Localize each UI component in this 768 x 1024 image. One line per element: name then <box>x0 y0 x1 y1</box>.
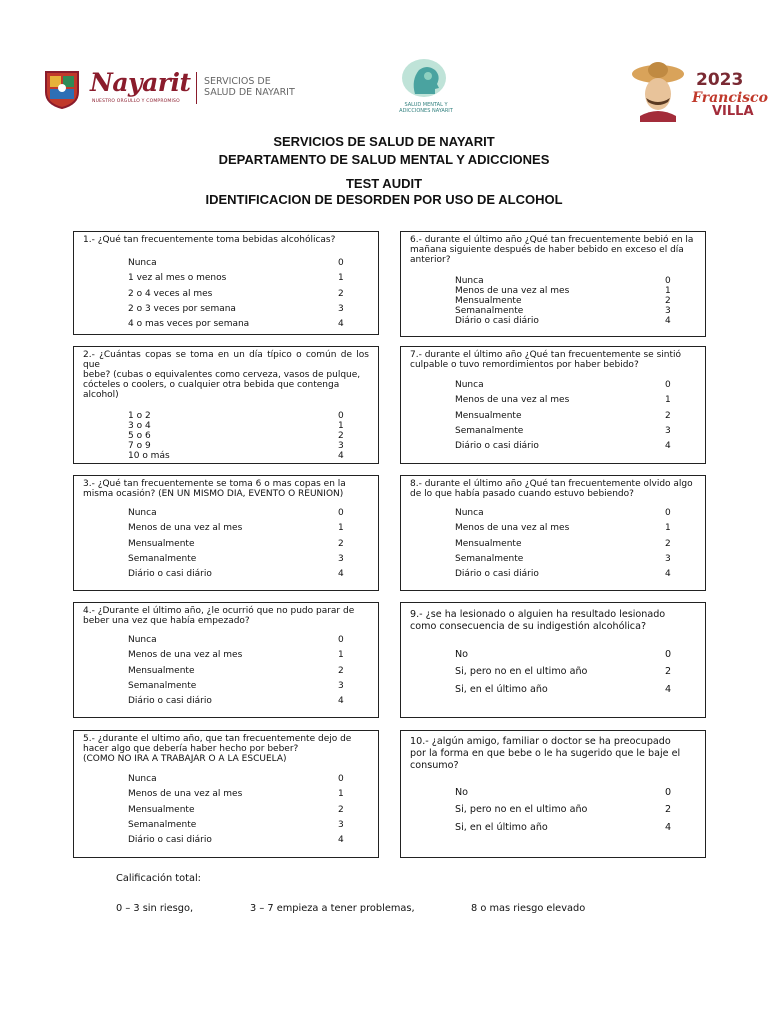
question-8-box <box>400 475 706 591</box>
francisco-villa-logo <box>630 60 768 122</box>
option-row: Nunca 0 <box>128 635 344 645</box>
option-row: Nunca 0 <box>128 508 344 518</box>
option-row: Diário o casi diário 4 <box>128 569 344 580</box>
caption-line2: ADICCIONES NAYARIT <box>399 108 453 114</box>
question-10-options <box>455 784 681 836</box>
option-row: 5 o 6 2 <box>128 431 344 441</box>
villa-last-name: VILLA <box>712 104 754 119</box>
head-profile-icon <box>397 58 451 102</box>
question-10-box <box>400 730 706 858</box>
score-range-mid: 3 – 7 empieza a tener problemas, <box>250 903 415 914</box>
nayarit-logo <box>36 64 316 112</box>
villa-first-name: Francisco <box>692 90 768 106</box>
option-row: Nunca 0 <box>455 380 671 390</box>
question-2-box <box>73 346 379 464</box>
option-row: Menos de una vez al mes 1 <box>455 523 671 534</box>
question-1-text: 1.- ¿Qué tan frecuentemente toma bebidas alcohólicas? <box>83 235 336 245</box>
option-row: Diário o casi diário 4 <box>128 696 344 707</box>
question-9-options <box>455 646 681 698</box>
option-row: 10 o más 4 <box>128 451 344 461</box>
question-3-text: 3.- ¿Qué tan frecuentemente se toma 6 o mas copas en la misma ocasión? (EN UN MISMO DIA, EVENTO O REUNION) <box>83 479 346 499</box>
question-7-options <box>455 378 681 454</box>
question-5-box <box>73 730 379 858</box>
brand-motto: NUESTRO ORGULLO Y COMPROMISO <box>92 99 180 104</box>
option-row: 2 o 3 veces por semana 3 <box>128 303 344 314</box>
state-shield-icon <box>40 66 84 110</box>
option-row: Semanalmente 3 <box>455 425 671 436</box>
org-name-line2: SALUD DE NAYARIT <box>204 87 295 98</box>
option-row: Menos de una vez al mes 1 <box>128 523 344 534</box>
option-row: Mensualmente 2 <box>455 410 671 421</box>
question-8-text: 8.- durante el último año ¿Qué tan frecuentemente olvido algo de lo que había pasado cuando estuvo bebiendo? <box>410 479 693 499</box>
villa-year: 2023 <box>696 70 744 90</box>
question-4-box <box>73 602 379 718</box>
option-row: No 0 <box>455 787 672 798</box>
salud-mental-caption <box>383 102 469 114</box>
score-range-high: 8 o mas riesgo elevado <box>471 903 586 914</box>
option-row: Mensualmente 2 <box>455 538 671 549</box>
heading-subtitle: IDENTIFICACION DE DESORDEN POR USO DE ALCOHOL <box>205 192 563 207</box>
heading-test: TEST AUDIT <box>345 176 423 191</box>
option-row: Diário o casi diário 4 <box>128 835 344 846</box>
option-row: Si, pero no en el ultimo año 2 <box>455 666 672 678</box>
option-row: Diário o casi diário 4 <box>455 316 671 326</box>
option-row: Menos de una vez al mes 1 <box>455 286 671 296</box>
option-row: 3 o 4 1 <box>128 421 344 431</box>
question-6-options <box>455 276 681 326</box>
option-row: 1 vez al mes o menos 1 <box>128 273 344 284</box>
question-5-options <box>128 772 354 848</box>
option-row: 1 o 2 0 <box>128 411 344 421</box>
question-1-options <box>128 256 354 332</box>
option-row: Mensualmente 2 <box>128 538 344 549</box>
option-row: Si, pero no en el ultimo año 2 <box>455 804 672 816</box>
question-1-box <box>73 231 379 335</box>
option-row: Mensualmente 2 <box>128 804 344 815</box>
question-4-options <box>128 633 354 709</box>
option-row: No 0 <box>455 649 672 660</box>
option-row: Semanalmente 3 <box>455 553 671 564</box>
option-row: Mensualmente 2 <box>455 296 671 306</box>
caption-line1: SALUD MENTAL Y <box>404 102 448 108</box>
villa-portrait-icon <box>630 60 686 122</box>
option-row: Menos de una vez al mes 1 <box>128 650 344 661</box>
option-row: Nunca 0 <box>128 774 344 784</box>
question-7-box <box>400 346 706 464</box>
question-7-text: 7.- durante el último año ¿Qué tan frecuentemente se sintió culpable o tuvo remordimientos por haber bebido? <box>410 350 682 370</box>
option-row: Semanalmente 3 <box>128 819 344 830</box>
salud-mental-logo <box>383 58 469 118</box>
question-6-box <box>400 231 706 337</box>
option-row: Si, en el último año 4 <box>455 683 672 695</box>
question-10-text: 10.- ¿algún amigo, familiar o doctor se ha preocupado por la forma en que bebe o le ha sugerido que le baje el consumo? <box>410 736 681 771</box>
option-row: Diário o casi diário 4 <box>455 569 671 580</box>
total-score-label: Calificación total: <box>116 873 201 884</box>
option-row: 7 o 9 3 <box>128 441 344 451</box>
org-name-line1: SERVICIOS DE <box>204 76 271 87</box>
question-6-text: 6.- durante el último año ¿Qué tan frecuentemente bebió en la mañana siguiente después de haber bebido en exceso el día anterior? <box>410 235 694 265</box>
option-row: Menos de una vez al mes 1 <box>128 789 344 800</box>
org-name <box>204 76 295 98</box>
question-2-options <box>128 411 354 461</box>
option-row: 4 o mas veces por semana 4 <box>128 319 344 330</box>
question-9-box <box>400 602 706 718</box>
question-2-text: 2.- ¿Cuántas copas se toma en un día típico o común de los que bebe? (cubas o equivalentes como cerveza, vasos de pulque, cócteles o coolers, o cualquier otra bebida que contenga alcohol) <box>83 350 369 400</box>
question-9-text: 9.- ¿se ha lesionado o alguien ha resultado lesionado como consecuencia de su indigestión alcohólica? <box>410 609 666 632</box>
option-row: 2 o 4 veces al mes 2 <box>128 288 344 299</box>
option-row: Menos de una vez al mes 1 <box>455 395 671 406</box>
option-row: Diário o casi diário 4 <box>455 441 671 452</box>
option-row: Semanalmente 3 <box>128 680 344 691</box>
option-row: Nunca 0 <box>455 276 671 286</box>
question-3-box <box>73 475 379 591</box>
heading-org: SERVICIOS DE SALUD DE NAYARIT <box>273 134 495 149</box>
brand-divider <box>196 72 197 104</box>
question-4-text: 4.- ¿Durante el último año, ¿le ocurrió que no pudo parar de beber una vez que había empezado? <box>83 606 355 626</box>
heading-department: DEPARTAMENTO DE SALUD MENTAL Y ADICCIONES <box>218 152 550 167</box>
option-row: Semanalmente 3 <box>128 553 344 564</box>
option-row: Semanalmente 3 <box>455 306 671 316</box>
question-5-text: 5.- ¿durante el ultimo año, que tan frecuentemente dejo de hacer algo que debería haber hecho por beber? (COMO NO IRA A TRABAJAR O A LA ESCUELA) <box>83 734 352 764</box>
option-row: Si, en el último año 4 <box>455 821 672 833</box>
option-row: Nunca 0 <box>455 508 671 518</box>
option-row: Nunca 0 <box>128 258 344 268</box>
question-8-options <box>455 506 681 582</box>
option-row: Mensualmente 2 <box>128 665 344 676</box>
score-range-low: 0 – 3 sin riesgo, <box>116 903 194 914</box>
brand-name: Nayarit <box>90 68 191 97</box>
question-3-options <box>128 506 354 582</box>
